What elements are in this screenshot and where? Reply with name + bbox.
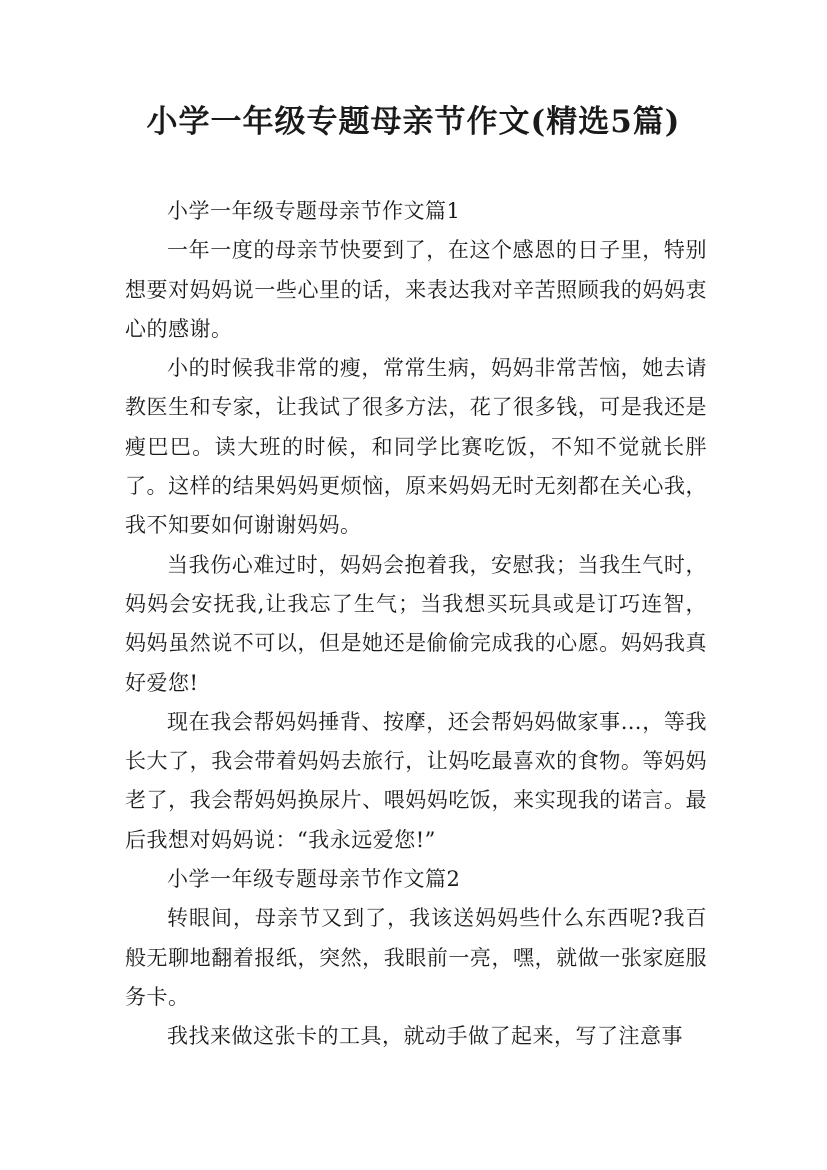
document-body bbox=[125, 192, 707, 1057]
body-paragraph: 一年一度的母亲节快要到了，在这个感恩的日子里，特别想要对妈妈说一些心里的话，来表达我对辛苦照顾我的妈妈衷心的感谢。 bbox=[125, 238, 707, 341]
body-paragraph: 当我伤心难过时，妈妈会抱着我，安慰我；当我生气时，妈妈会安抚我,让我忘了生气；当我想买玩具或是订巧连智，妈妈虽然说不可以，但是她还是偷偷完成我的心愿。妈妈我真好爱您! bbox=[125, 552, 707, 695]
body-paragraph: 现在我会帮妈妈捶背、按摩，还会帮妈妈做家事…，等我长大了，我会带着妈妈去旅行，让妈吃最喜欢的食物。等妈妈老了，我会帮妈妈换尿片、喂妈妈吃饭，来实现我的诺言。最后我想对妈妈说：“我永远爱您!” bbox=[125, 709, 707, 852]
essay-heading-1: 小学一年级专题母亲节作文篇1 bbox=[167, 199, 461, 223]
body-paragraph: 我找来做这张卡的工具，就动手做了起来，写了注意事 bbox=[167, 1024, 683, 1049]
body-paragraph: 转眼间，母亲节又到了，我该送妈妈些什么东西呢?我百般无聊地翻着报纸，突然，我眼前一亮，嘿，就做一张家庭服务卡。 bbox=[125, 906, 707, 1009]
essay-heading-2: 小学一年级专题母亲节作文篇2 bbox=[167, 867, 461, 892]
body-paragraph: 小的时候我非常的瘦，常常生病，妈妈非常苦恼，她去请教医生和专家，让我试了很多方法，花了很多钱，可是我还是瘦巴巴。读大班的时候，和同学比赛吃饭，不知不觉就长胖了。这样的结果妈妈更烦恼，原来妈妈无时无刻都在关心我，我不知要如何谢谢妈妈。 bbox=[125, 356, 707, 538]
document-title: 小学一年级专题母亲节作文(精选5篇) bbox=[146, 104, 681, 140]
